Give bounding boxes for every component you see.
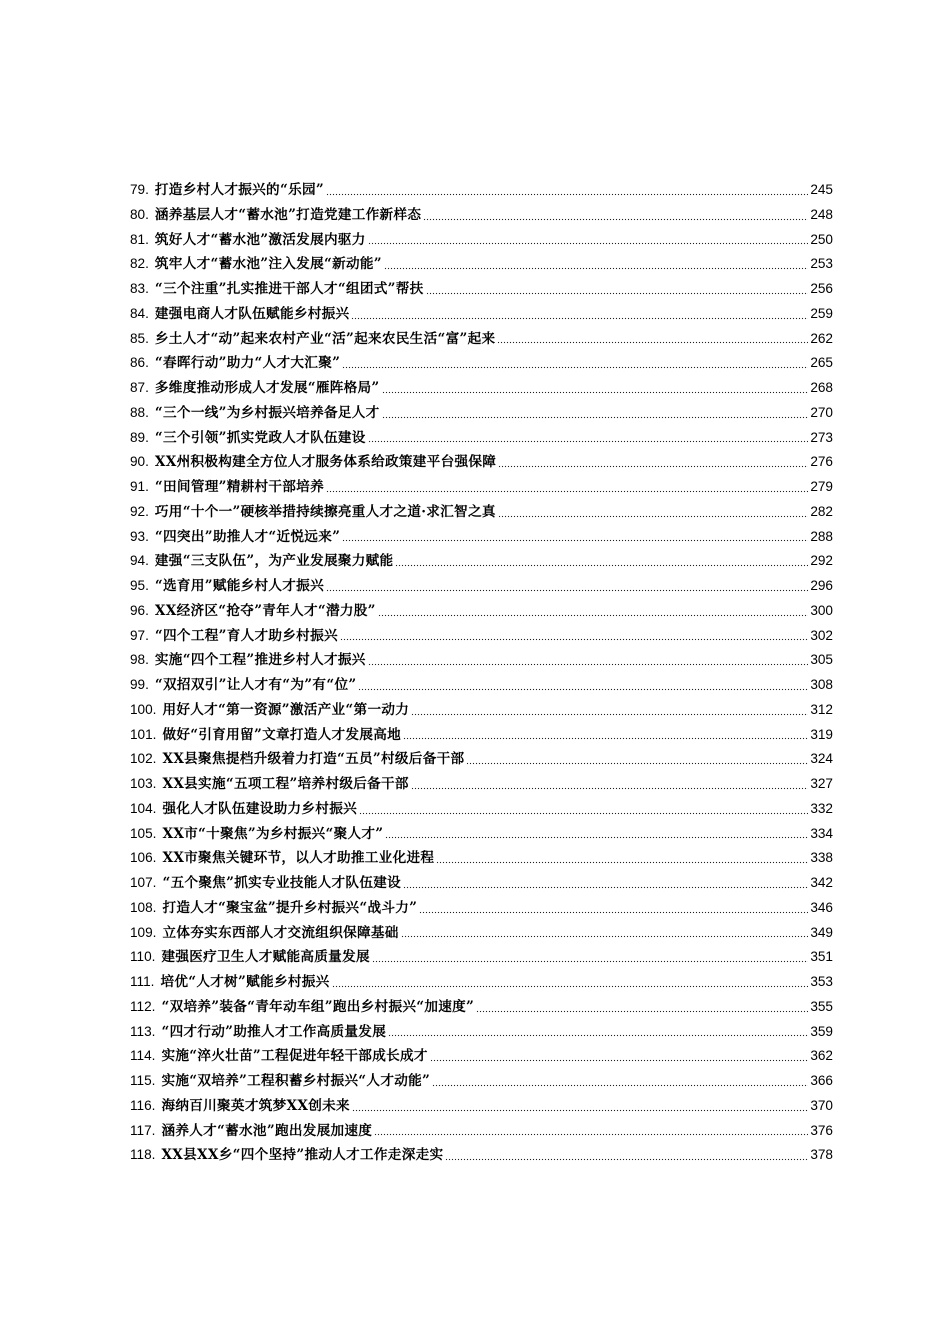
- toc-dot-leader: [476, 1009, 808, 1013]
- toc-entry-number: 106.: [130, 850, 157, 866]
- toc-entry-number: 118.: [130, 1147, 156, 1163]
- toc-entry-number: 96.: [130, 602, 149, 618]
- toc-entry-title: 多维度推动形成人才发展“雁阵格局”: [154, 380, 380, 396]
- toc-entry-title: XX市聚焦关键环节，以人才助推工业化进程: [162, 850, 435, 867]
- toc-entry-page-number: 353: [810, 974, 833, 989]
- toc-entry-page-number: 259: [810, 305, 833, 321]
- toc-entry-title: 做好“引育用留”文章打造人才发展高地: [162, 726, 402, 743]
- toc-entry-number: 85.: [130, 330, 149, 346]
- toc-entry[interactable]: [130, 1020, 833, 1045]
- toc-entry-number: 95.: [130, 578, 149, 593]
- toc-entry-page-number: 332: [810, 800, 833, 816]
- toc-entry-number: 117.: [130, 1122, 156, 1138]
- toc-entry[interactable]: [130, 822, 833, 847]
- toc-entry-number: 111.: [130, 974, 155, 989]
- toc-entry-page-number: 366: [810, 1073, 833, 1088]
- toc-dot-leader: [340, 638, 808, 642]
- toc-entry[interactable]: [130, 797, 833, 822]
- toc-dot-leader: [395, 564, 808, 568]
- toc-entry-page-number: 270: [810, 404, 833, 420]
- toc-entry-title: 实施“双培养”工程积蓄乡村振兴“人才动能”: [161, 1073, 431, 1089]
- toc-dot-leader: [326, 489, 808, 493]
- toc-dot-leader: [432, 1083, 808, 1087]
- toc-entry-page-number: 245: [810, 182, 833, 197]
- toc-dot-leader: [368, 242, 809, 246]
- toc-dot-leader: [368, 663, 809, 667]
- toc-entry-title: 强化人才队伍建设助力乡村振兴: [162, 800, 357, 817]
- toc-entry[interactable]: [130, 574, 833, 599]
- toc-entry[interactable]: [130, 945, 833, 970]
- toc-dot-leader: [401, 935, 809, 939]
- toc-entry[interactable]: [130, 327, 833, 352]
- toc-entry[interactable]: [130, 252, 833, 277]
- toc-dot-leader: [326, 192, 808, 196]
- toc-entry-title: “田间管理”精耕村干部培养: [154, 479, 324, 495]
- toc-entry[interactable]: [130, 450, 833, 475]
- toc-dot-leader: [388, 1034, 808, 1038]
- toc-dot-leader: [359, 811, 808, 815]
- toc-entry-title: 实施“淬火壮苗”工程促进年轻干部成长成才: [161, 1048, 428, 1065]
- toc-entry-page-number: 359: [810, 1023, 833, 1039]
- toc-entry-number: 105.: [130, 825, 157, 841]
- toc-dot-leader: [411, 712, 808, 716]
- toc-entry-title: 建强医疗卫生人才赋能高质量发展: [161, 949, 370, 966]
- toc-dot-leader: [326, 588, 808, 592]
- toc-entry-title: 实施“四个工程”推进乡村人才振兴: [154, 652, 366, 669]
- toc-entry[interactable]: [130, 970, 833, 995]
- toc-dot-leader: [403, 885, 808, 889]
- toc-entry-title: 涵养人才“蓄水池”跑出发展加速度: [161, 1122, 373, 1139]
- toc-entry-title: 乡土人才“动”起来农村产业“活”起来农民生活“富”起来: [154, 330, 496, 347]
- toc-entry[interactable]: [130, 1143, 833, 1168]
- toc-entry-title: 培优“人才树”赋能乡村振兴: [160, 974, 330, 990]
- toc-entry-title: 打造乡村人才振兴的“乐园”: [154, 182, 324, 198]
- toc-entry[interactable]: [130, 846, 833, 871]
- toc-dot-leader: [423, 217, 808, 221]
- toc-dot-leader: [466, 762, 808, 766]
- toc-entry-title: 涵养基层人才“蓄水池”打造党建工作新样态: [154, 206, 422, 223]
- toc-entry-title: “双培养”装备“青年动车组”跑出乡村振兴“加速度”: [161, 998, 475, 1015]
- toc-entry-page-number: 308: [810, 677, 833, 692]
- toc-entry-title: 巧用“十个一”硬核举措持续擦亮重人才之道·求汇智之真: [154, 503, 496, 520]
- toc-entry-page-number: 319: [810, 726, 833, 742]
- toc-entry-number: 110.: [130, 949, 156, 965]
- toc-entry-number: 87.: [130, 380, 149, 395]
- toc-entry[interactable]: [130, 500, 833, 525]
- toc-dot-leader: [445, 1158, 808, 1162]
- toc-entry[interactable]: [130, 921, 833, 946]
- toc-entry[interactable]: [130, 599, 833, 624]
- toc-dot-leader: [358, 687, 808, 691]
- toc-entry[interactable]: [130, 1069, 833, 1094]
- toc-entry[interactable]: [130, 401, 833, 426]
- toc-entry-number: 93.: [130, 528, 149, 544]
- toc-dot-leader: [403, 737, 808, 741]
- toc-dot-leader: [436, 861, 808, 865]
- toc-entry-number: 101.: [130, 726, 157, 742]
- toc-entry-page-number: 346: [810, 899, 833, 915]
- toc-entry-title: XX经济区“抢夺”青年人才“潜力股”: [154, 602, 376, 619]
- toc-entry-number: 86.: [130, 355, 149, 371]
- toc-entry-number: 109.: [130, 924, 157, 940]
- toc-entry-page-number: 338: [810, 850, 833, 866]
- toc-entry-title: XX州积极构建全方位人才服务体系给政策建平台强保障: [154, 454, 497, 471]
- toc-entry[interactable]: [130, 228, 833, 253]
- toc-entry[interactable]: [130, 1119, 833, 1144]
- toc-entry[interactable]: [130, 178, 833, 203]
- toc-dot-leader: [498, 514, 809, 518]
- toc-dot-leader: [342, 539, 808, 543]
- toc-entry[interactable]: [130, 673, 833, 698]
- toc-entry-page-number: 279: [810, 479, 833, 494]
- toc-entry-number: 108.: [130, 899, 157, 915]
- toc-entry-number: 79.: [130, 182, 149, 197]
- toc-dot-leader: [351, 316, 808, 320]
- toc-entry[interactable]: [130, 475, 833, 500]
- toc-entry-page-number: 256: [810, 281, 833, 296]
- toc-dot-leader: [368, 440, 809, 444]
- toc-entry-page-number: 351: [810, 949, 833, 965]
- toc-dot-leader: [430, 1059, 809, 1063]
- toc-entry-page-number: 302: [810, 627, 833, 643]
- toc-entry[interactable]: [130, 624, 833, 649]
- toc-dot-leader: [352, 1108, 808, 1112]
- toc-entry-number: 94.: [130, 553, 149, 569]
- toc-entry[interactable]: [130, 549, 833, 574]
- toc-entry-page-number: 305: [810, 652, 833, 668]
- toc-entry-title: 建强“三支队伍”，为产业发展聚力赋能: [154, 553, 394, 570]
- toc-dot-leader: [419, 910, 808, 914]
- toc-dot-leader: [332, 984, 809, 988]
- toc-dot-leader: [426, 291, 809, 295]
- toc-entry[interactable]: [130, 426, 833, 451]
- toc-entry-number: 97.: [130, 627, 149, 643]
- toc-entry[interactable]: [130, 203, 833, 228]
- toc-entry-page-number: 276: [810, 454, 833, 470]
- table-of-contents: [130, 178, 833, 1168]
- toc-entry-title: 筑牢人才“蓄水池”注入发展“新动能”: [154, 256, 382, 273]
- toc-entry-number: 99.: [130, 677, 149, 692]
- toc-entry-title: XX县聚焦提档升级着力打造“五员”村级后备干部: [162, 751, 465, 768]
- toc-entry-title: XX县实施“五项工程”培养村级后备干部: [162, 776, 409, 792]
- toc-entry-number: 100.: [130, 701, 157, 717]
- toc-entry-page-number: 268: [810, 380, 833, 395]
- toc-entry-number: 88.: [130, 404, 149, 420]
- toc-entry-title: 筑好人才“蓄水池”激活发展内驱力: [154, 231, 366, 248]
- toc-entry-title: XX市“十聚焦”为乡村振兴“聚人才”: [162, 825, 384, 842]
- toc-entry-page-number: 273: [810, 429, 833, 445]
- toc-entry-title: “四突出”助推人才“近悦远来”: [154, 528, 341, 545]
- toc-entry[interactable]: [130, 525, 833, 550]
- toc-entry-page-number: 355: [810, 998, 833, 1014]
- toc-entry-title: “三个引领”抓实党政人才队伍建设: [154, 429, 366, 446]
- toc-entry-page-number: 265: [810, 355, 833, 371]
- toc-entry-page-number: 312: [810, 701, 833, 717]
- toc-entry-number: 114.: [130, 1048, 156, 1064]
- toc-entry-title: “三个注重”扎实推进干部人才“组团式”帮扶: [154, 281, 424, 297]
- toc-entry-number: 84.: [130, 305, 149, 321]
- toc-entry-title: “五个聚焦”抓实专业技能人才队伍建设: [162, 875, 402, 891]
- toc-entry[interactable]: [130, 723, 833, 748]
- toc-entry[interactable]: [130, 1044, 833, 1069]
- toc-entry-title: XX县XX乡“四个坚持”推动人才工作走深走实: [161, 1147, 444, 1164]
- toc-dot-leader: [497, 341, 808, 345]
- toc-entry[interactable]: [130, 302, 833, 327]
- toc-entry[interactable]: [130, 747, 833, 772]
- toc-dot-leader: [378, 613, 809, 617]
- toc-entry[interactable]: [130, 277, 833, 302]
- toc-entry-title: 用好人才“第一资源”激活产业“第一动力: [162, 701, 410, 718]
- toc-entry-number: 98.: [130, 652, 149, 668]
- toc-entry-page-number: 362: [810, 1048, 833, 1064]
- toc-entry-page-number: 296: [810, 578, 833, 593]
- toc-entry-page-number: 349: [810, 924, 833, 940]
- toc-entry[interactable]: [130, 351, 833, 376]
- toc-entry-number: 107.: [130, 875, 157, 890]
- toc-dot-leader: [384, 267, 808, 271]
- toc-entry-number: 80.: [130, 206, 149, 222]
- toc-entry-page-number: 378: [810, 1147, 833, 1163]
- toc-entry[interactable]: [130, 772, 833, 797]
- toc-entry-page-number: 342: [810, 875, 833, 890]
- toc-entry-number: 82.: [130, 256, 149, 272]
- toc-entry-title: 建强电商人才队伍赋能乡村振兴: [154, 305, 350, 322]
- toc-entry-page-number: 288: [810, 528, 833, 544]
- toc-entry-title: 海纳百川聚英才筑梦XX创未来: [161, 1097, 350, 1114]
- toc-entry-number: 91.: [130, 479, 149, 494]
- toc-entry-page-number: 370: [810, 1097, 833, 1113]
- toc-entry-title: “双招双引”让人才有“为”有“位”: [154, 677, 357, 693]
- toc-entry-title: “选育用”赋能乡村人才振兴: [154, 578, 324, 594]
- toc-entry[interactable]: [130, 896, 833, 921]
- toc-entry-title: “四个工程”育人才助乡村振兴: [154, 627, 338, 644]
- toc-dot-leader: [498, 465, 808, 469]
- toc-dot-leader: [385, 836, 808, 840]
- toc-entry-number: 116.: [130, 1097, 156, 1113]
- toc-entry-page-number: 324: [810, 751, 833, 767]
- toc-entry-number: 90.: [130, 454, 149, 470]
- toc-entry-page-number: 376: [810, 1122, 833, 1138]
- toc-entry-page-number: 248: [810, 206, 833, 222]
- toc-entry-title: “四才行动”助推人才工作高质量发展: [161, 1023, 387, 1040]
- toc-dot-leader: [411, 786, 809, 790]
- toc-entry-page-number: 334: [810, 825, 833, 841]
- toc-entry[interactable]: [130, 1094, 833, 1119]
- toc-entry[interactable]: [130, 995, 833, 1020]
- toc-entry-page-number: 250: [810, 231, 833, 247]
- toc-entry-number: 81.: [130, 231, 149, 247]
- toc-entry[interactable]: [130, 698, 833, 723]
- toc-entry-title: “春晖行动”助力“人才大汇聚”: [154, 355, 341, 372]
- toc-entry-title: 打造人才“聚宝盆”提升乡村振兴“战斗力”: [162, 899, 418, 916]
- toc-entry-number: 92.: [130, 503, 149, 519]
- toc-entry-number: 112.: [130, 998, 156, 1014]
- toc-entry-page-number: 327: [810, 776, 833, 791]
- toc-entry-number: 102.: [130, 751, 157, 767]
- toc-entry[interactable]: [130, 871, 833, 896]
- toc-entry-number: 83.: [130, 281, 149, 296]
- toc-entry-title: “三个一线”为乡村振兴培养备足人才: [154, 404, 380, 421]
- toc-entry-number: 115.: [130, 1073, 156, 1088]
- toc-dot-leader: [382, 390, 809, 394]
- toc-entry-page-number: 292: [810, 553, 833, 569]
- toc-entry-number: 89.: [130, 429, 149, 445]
- toc-entry[interactable]: [130, 376, 833, 401]
- toc-entry-number: 113.: [130, 1023, 156, 1039]
- toc-entry[interactable]: [130, 648, 833, 673]
- toc-entry-page-number: 300: [810, 602, 833, 618]
- toc-dot-leader: [372, 960, 808, 964]
- toc-entry-page-number: 262: [810, 330, 833, 346]
- toc-entry-title: 立体夯实东西部人才交流组织保障基础: [162, 924, 399, 941]
- toc-dot-leader: [342, 366, 808, 370]
- toc-entry-page-number: 253: [810, 256, 833, 272]
- toc-entry-number: 103.: [130, 776, 157, 791]
- toc-dot-leader: [374, 1133, 808, 1137]
- toc-dot-leader: [382, 415, 809, 419]
- toc-entry-number: 104.: [130, 800, 157, 816]
- toc-entry-page-number: 282: [810, 503, 833, 519]
